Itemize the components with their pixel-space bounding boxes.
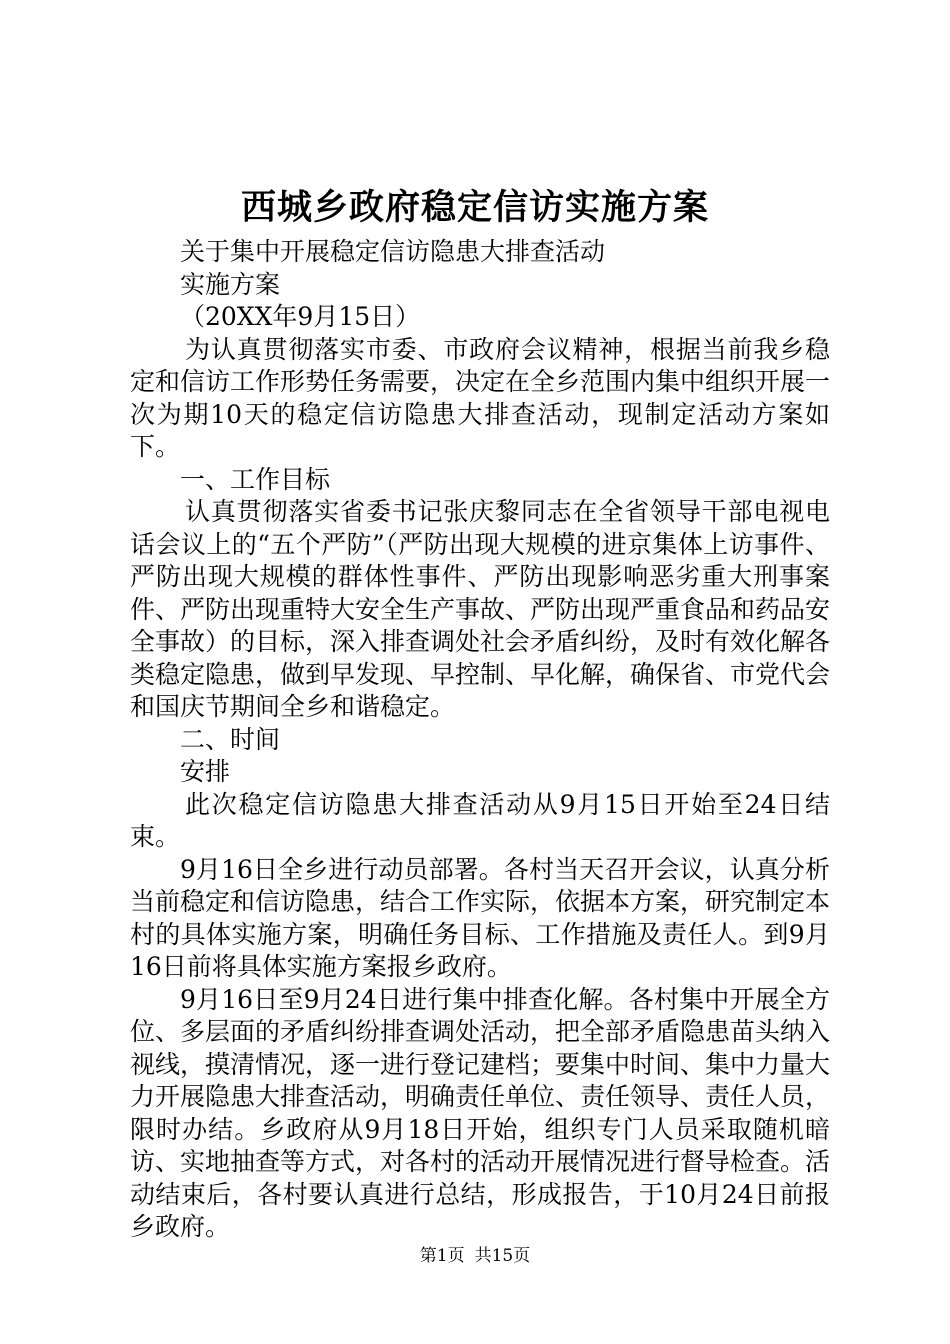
goal-paragraph: 认真贯彻落实省委书记张庆黎同志在全省领导干部电视电话会议上的“五个严防”（严防出现大规模的进京集体上访事件、严防出现大规模的群体性事件、严防出现影响恶劣重大刑事案件、严防出现重特大安全生产事故、严防出现严重食品和药品安全事故）的目标，深入排查调处社会矛盾纠纷，及时有效化解各类稳定隐患，做到早发现、早控制、早化解，确保省、市党代会和国庆节期间全乡和谐稳定。	[130, 497, 831, 721]
section-heading: 一、工作目标	[180, 464, 331, 494]
intro-paragraph: 为认真贯彻落实市委、市政府会议精神，根据当前我乡稳定和信访工作形势任务需要，决定在全乡范围内集中组织开展一次为期10天的稳定信访隐患大排查活动，现制定活动方案如下。	[130, 334, 831, 461]
page-footer	[0, 1244, 950, 1268]
subtitle-line: 关于集中开展稳定信访隐患大排查活动	[180, 237, 606, 266]
schedule-paragraph: 9月16日至9月24日进行集中排查化解。各村集中开展全方位、多层面的矛盾纠纷排查调处活动，把全部矛盾隐患苗头纳入视线，摸清情况，逐一进行登记建档；要集中时间、集中力量大力开展隐患大排查活动，明确责任单位、责任领导、责任人员，限时办结。乡政府从9月18日开始，组织专门人员采取随机暗访、实地抽查等方式，对各村的活动开展情况进行督导检查。活动结束后，各村要认真进行总结，形成报告，于10月24日前报乡政府。	[130, 984, 831, 1241]
document-body	[130, 236, 830, 1244]
subtitle-line: 实施方案	[180, 269, 281, 299]
section-heading: 二、时间	[180, 724, 281, 754]
document-date: （20XX年9月15日）	[180, 302, 421, 331]
document-title: 西城乡政府稳定信访实施方案	[240, 187, 709, 228]
schedule-paragraph: 9月16日全乡进行动员部署。各村当天召开会议，认真分析当前稳定和信访隐患，结合工作实际，依据本方案，研究制定本村的具体实施方案，明确任务目标、工作措施及责任人。到9月16日前将具体实施方案报乡政府。	[130, 854, 831, 981]
section-heading-continued: 安排	[180, 757, 231, 786]
schedule-paragraph: 此次稳定信访隐患大排查活动从9月15日开始至24日结束。	[130, 789, 830, 851]
page-total: 共15页	[474, 1246, 531, 1266]
page-number: 第1页	[419, 1246, 465, 1266]
